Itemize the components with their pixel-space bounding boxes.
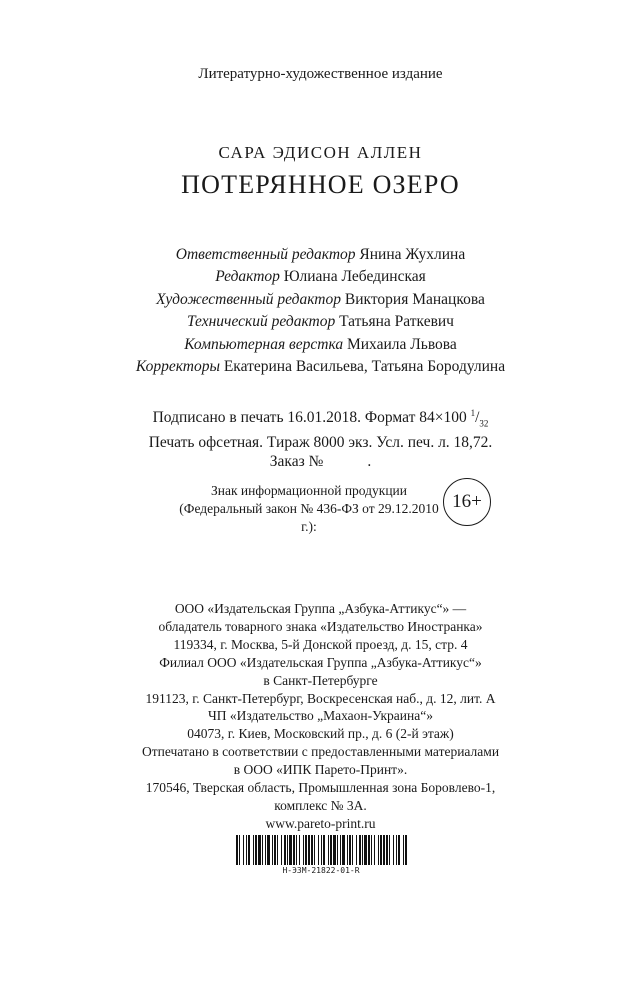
printing-info — [0, 404, 641, 471]
barcode-bar — [299, 835, 300, 865]
barcode-bar — [321, 835, 322, 865]
barcode-bar — [393, 835, 394, 865]
publisher-line: в Санкт-Петербурге — [263, 672, 378, 688]
age-rating-line-1: Знак информационной продукции — [210, 483, 408, 498]
barcode-bar — [342, 835, 345, 865]
credit-line — [0, 244, 641, 266]
barcode-bar — [323, 835, 325, 865]
printing-line-2: Печать офсетная. Тираж 8000 экз. Усл. печ. л. 18,72. — [148, 434, 493, 452]
author-name: САРА ЭДИСОН АЛЛЕН — [218, 143, 423, 162]
order-label: Заказ № — [269, 453, 324, 471]
barcode-bar — [371, 835, 372, 865]
publisher-line: комплекс № 3А. — [274, 797, 367, 813]
barcode-bar — [349, 835, 351, 865]
barcode-bar — [347, 835, 348, 865]
barcode-bar — [305, 835, 307, 865]
credit-line — [0, 311, 641, 333]
barcode-bar — [364, 835, 367, 865]
barcode-bar — [267, 835, 270, 865]
barcode-bar — [246, 835, 247, 865]
credit-name: Виктория Манацкова — [344, 290, 485, 308]
barcode-bar — [284, 835, 286, 865]
barcode-bar — [303, 835, 304, 865]
barcode-bar — [236, 835, 238, 865]
barcode-bar — [405, 835, 407, 865]
credit-line — [0, 356, 641, 378]
barcode-bar — [311, 835, 313, 865]
format-fraction-num: 1 — [470, 408, 476, 418]
barcode-bar — [340, 835, 341, 865]
barcode-bar — [362, 835, 363, 865]
age-rating-block — [0, 478, 641, 534]
series-label: Литературно-художественное издание — [198, 66, 443, 82]
age-rating-text — [178, 482, 440, 536]
barcode-bar — [333, 835, 336, 865]
barcode-bar — [359, 835, 361, 865]
order-line — [0, 452, 641, 471]
credit-name: Юлиана Лебединская — [283, 268, 426, 286]
publisher-line: 170546, Тверская область, Промышленная зона Боровлево-1, — [145, 780, 496, 796]
publisher-line: 191123, г. Санкт-Петербург, Воскресенская наб., д. 12, лит. А — [145, 690, 496, 706]
barcode-bar — [296, 835, 297, 865]
barcode-bar — [383, 835, 385, 865]
barcode-bar — [368, 835, 370, 865]
credit-line — [0, 266, 641, 288]
barcode-bar — [243, 835, 244, 865]
format-fraction-den: 32 — [479, 418, 489, 429]
barcode-bar — [386, 835, 388, 865]
credit-line — [0, 289, 641, 311]
barcode-bar — [380, 835, 382, 865]
barcode-bar — [248, 835, 250, 865]
barcode-bar — [328, 835, 329, 865]
age-rating-badge: 16+ — [443, 478, 491, 526]
barcode-caption: Н-ЭЗМ-21822-01-R — [282, 866, 360, 875]
barcode-bar — [262, 835, 263, 865]
barcode-bar — [314, 835, 315, 865]
credit-role: Редактор — [215, 268, 280, 286]
barcode-bar — [281, 835, 282, 865]
barcode-bar — [389, 835, 390, 865]
barcode-bar — [258, 835, 261, 865]
publisher-line: ООО «Издательская Группа „Азбука-Аттикус“» — — [174, 601, 467, 616]
barcode-bar — [337, 835, 338, 865]
barcode-bar — [293, 835, 295, 865]
signed-format-text: Подписано в печать 16.01.2018. Формат 84×100 — [152, 409, 471, 427]
barcode-bar — [308, 835, 310, 865]
credits-block — [0, 244, 641, 378]
barcode-bar — [403, 835, 404, 865]
publisher-line: обладатель товарного знака «Издательство Иностранка» — [158, 618, 483, 634]
book-title: ПОТЕРЯННОЕ ОЗЕРО — [181, 170, 460, 199]
barcode-bar — [274, 835, 276, 865]
credit-role: Технический редактор — [187, 313, 336, 331]
credit-name: Янина Жухлина — [359, 246, 466, 263]
barcode-bar — [265, 835, 266, 865]
publisher-line: 04073, г. Киев, Московский пр., д. 6 (2-й этаж) — [187, 726, 454, 742]
publisher-line: в ООО «ИПК Парето-Принт». — [233, 762, 408, 778]
publisher-line: www.pareto-print.ru — [265, 815, 376, 831]
publisher-line: Отпечатано в соответствии с предоставленными материалами — [141, 744, 500, 760]
credit-role: Компьютерная верстка — [184, 335, 344, 353]
publisher-line: 119334, г. Москва, 5-й Донской проезд, д. 15, стр. 4 — [173, 636, 468, 652]
publisher-line: Филиал ООО «Издательская Группа „Азбука-Аттикус“» — [159, 654, 482, 670]
publisher-info — [0, 600, 641, 833]
barcode-bar — [398, 835, 400, 865]
barcode-bar — [330, 835, 332, 865]
barcode-bar — [352, 835, 353, 865]
barcode-bars — [235, 835, 407, 865]
printing-line-1: Подписано в печать 16.01.2018. Формат 84×100 $^1/_{32}$ — [152, 408, 489, 429]
barcode-bar — [287, 835, 288, 865]
barcode-bar — [374, 835, 375, 865]
credit-role: Ответственный редактор — [175, 246, 356, 263]
credit-name: Екатерина Васильева, Татьяна Бородулина — [223, 358, 506, 376]
barcode-bar — [378, 835, 379, 865]
barcode-bar — [253, 835, 254, 865]
order-end: . — [367, 453, 372, 471]
credit-line — [0, 334, 641, 356]
credit-role: Корректоры — [135, 358, 220, 376]
age-rating-line-2: (Федеральный закон № 436-ФЗ от 29.12.2010 г.): — [179, 501, 439, 534]
barcode-bar — [289, 835, 292, 865]
publisher-line: ЧП «Издательство „Махаон-Украина“» — [208, 708, 433, 724]
credit-name: Михаила Львова — [346, 335, 457, 353]
barcode-bar — [396, 835, 397, 865]
barcode-bar — [318, 835, 319, 865]
barcode-bar — [239, 835, 240, 865]
barcode-bar — [356, 835, 357, 865]
credit-role: Художественный редактор — [156, 290, 341, 308]
barcode-bar — [255, 835, 257, 865]
barcode-bar — [277, 835, 278, 865]
credit-name: Татьяна Раткевич — [339, 313, 454, 331]
barcode-bar — [272, 835, 273, 865]
